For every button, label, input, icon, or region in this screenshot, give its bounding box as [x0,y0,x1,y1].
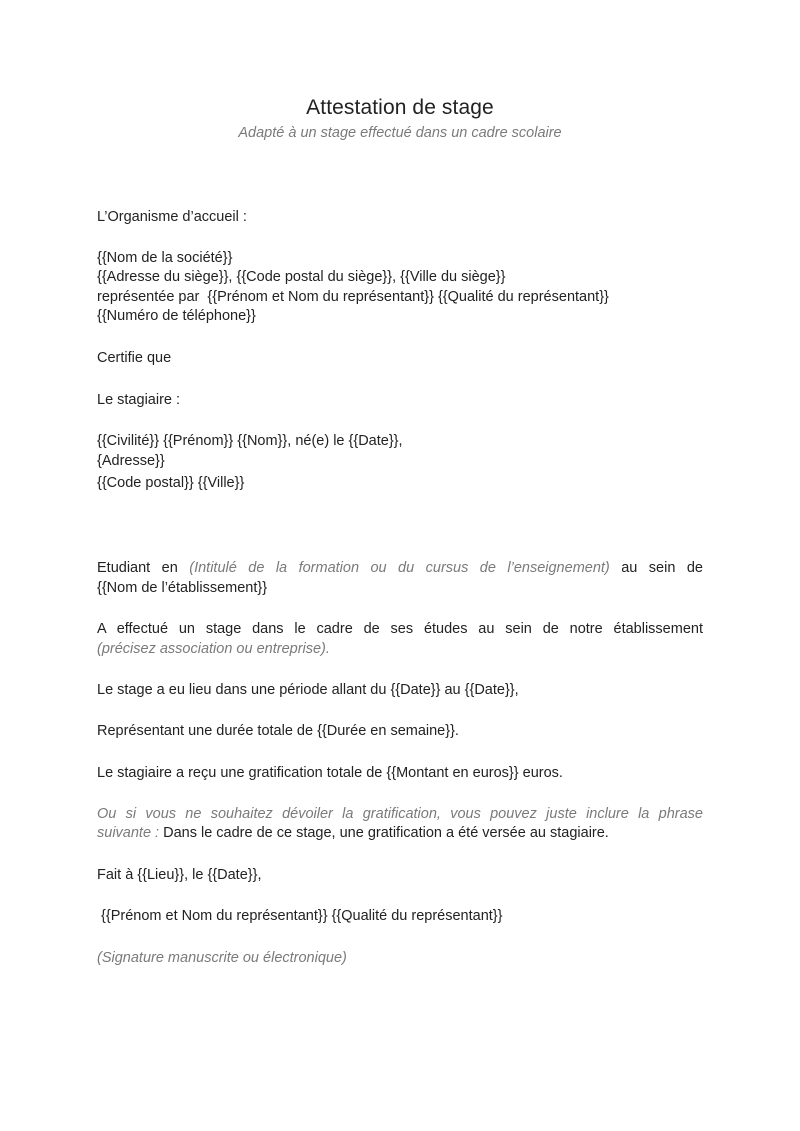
alt-sentence: Dans le cadre de ce stage, une gratification a été versée au stagiaire. [163,825,609,841]
document-title: Attestation de stage [306,96,494,119]
alt-line2 [97,823,609,843]
document-subtitle: Adapté à un stage effectué dans un cadre scolaire [238,125,562,141]
represented-by: représentée par {{Prénom et Nom du représentant}} {{Qualité du représentant}} [97,289,609,305]
intern-identity: {{Civilité}} {{Prénom}} {{Nom}}, né(e) le {{Date}}, [97,433,403,449]
student-suffix: au sein de [609,560,703,576]
period-text: Le stage a eu lieu dans une période allant du {{Date}} au {{Date}}, [97,682,519,698]
company-address: {{Adresse du siège}}, {{Code postal du siège}}, {{Ville du siège}} [97,269,506,285]
certifies-text: Certifie que [97,350,172,366]
student-hint: (Intitulé de la formation ou du cursus de l’enseignement) [189,560,610,576]
student-line [97,558,703,578]
host-label: L’Organisme d’accueil : [97,209,247,225]
intern-label: Le stagiaire : [97,392,181,408]
company-phone: {{Numéro de téléphone}} [97,308,256,324]
alt-hint-line2: suivante : [97,825,164,841]
signature-hint: (Signature manuscrite ou électronique) [97,950,347,966]
done-at: Fait à {{Lieu}}, le {{Date}}, [97,867,262,883]
signatory: {{Prénom et Nom du représentant}} {{Qualité du représentant}} [97,908,503,924]
internship-done: A effectué un stage dans le cadre de ses études au sein de notre établissement [97,621,703,637]
gratification-text: Le stagiaire a reçu une gratification totale de {{Montant en euros}} euros. [97,765,563,781]
company-name: {{Nom de la société}} [97,250,233,266]
student-prefix: Etudiant en [97,560,190,576]
school-name: {{Nom de l’établissement}} [97,580,268,596]
intern-address: {Adresse}} [97,453,165,469]
alt-hint-line1: Ou si vous ne souhaitez dévoiler la gratification, vous pouvez juste inclure la phrase [97,806,703,822]
internship-hint: (précisez association ou entreprise). [97,641,330,657]
duration-text: Représentant une durée totale de {{Durée en semaine}}. [97,723,459,739]
intern-city: {{Code postal}} {{Ville}} [97,475,245,491]
